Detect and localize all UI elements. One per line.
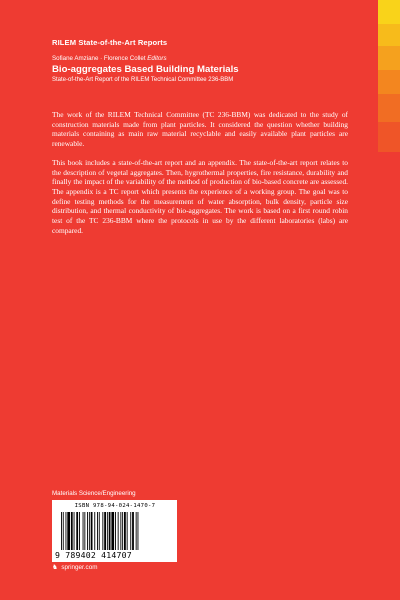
stripe-segment	[378, 24, 400, 46]
barcode-bar	[104, 512, 106, 550]
book-subtitle: State-of-the-Art Report of the RILEM Technical Committee 236-BBM	[52, 77, 234, 83]
editors	[52, 55, 167, 62]
stripe-segment	[378, 94, 400, 122]
barcode-bar	[122, 512, 123, 550]
barcode-bar	[136, 512, 137, 550]
stripe-segment	[378, 122, 400, 152]
barcode-bars	[61, 512, 171, 550]
barcode-bar	[61, 512, 62, 550]
publisher	[52, 564, 97, 571]
stripe-segment	[378, 46, 400, 70]
color-stripe	[378, 0, 400, 600]
barcode-bar	[118, 512, 119, 550]
barcode-bar	[138, 512, 139, 550]
barcode-digits: 9 789402 414707	[55, 550, 132, 560]
barcode-bar	[115, 512, 116, 550]
barcode-bar	[89, 512, 90, 550]
barcode-bar	[109, 512, 111, 550]
barcode-bar	[99, 512, 100, 550]
barcode	[52, 500, 177, 562]
isbn-label: ISBN 978-94-024-1470-7	[74, 503, 156, 509]
barcode-bar	[107, 512, 108, 550]
stripe-segment	[378, 0, 400, 24]
editors-names: Sofiane Amziane · Florence Collet	[52, 55, 146, 62]
barcode-bar	[84, 512, 85, 550]
publisher-url: springer.com	[61, 564, 98, 571]
barcode-bar	[130, 512, 131, 550]
series-name: RILEM State-of-the-Art Reports	[52, 38, 168, 47]
chess-knight-icon: ♞	[52, 564, 58, 571]
stripe-segment	[378, 70, 400, 94]
blurb-paragraph: The work of the RILEM Technical Committee (TC 236-BBM) was dedicated to the study of construction materials made from plant particles. It considered the question whether building materials containing as main raw material recyclable and easily available plant particles are renewable.	[52, 110, 348, 149]
barcode-bar	[120, 512, 121, 550]
barcode-bar	[74, 512, 75, 550]
barcode-bar	[67, 512, 70, 550]
barcode-bar	[124, 512, 126, 550]
barcode-bar	[76, 512, 78, 550]
barcode-bar	[79, 512, 80, 550]
barcode-bar	[97, 512, 98, 550]
subject-category: Materials Science/Engineering	[52, 490, 136, 497]
barcode-bar	[127, 512, 128, 550]
barcode-bar	[87, 512, 88, 550]
barcode-bar	[94, 512, 95, 550]
barcode-bar	[111, 512, 114, 550]
barcode-bar	[132, 512, 134, 550]
barcode-bar	[66, 512, 67, 550]
barcode-bar	[63, 512, 64, 550]
barcode-bar	[102, 512, 103, 550]
editors-role: Editors	[147, 55, 167, 62]
blurb	[52, 110, 348, 244]
book-title: Bio-aggregates Based Building Materials	[52, 64, 239, 75]
barcode-bar	[83, 512, 84, 550]
barcode-bar	[91, 512, 93, 550]
barcode-bar	[71, 512, 73, 550]
blurb-paragraph: This book includes a state-of-the-art report and an appendix. The state-of-the-art report relates to the description of vegetal aggregates. Then, hygrothermal properties, fire resistance, durability and finally the impact of the variability of the method of production of bio-based concrete are assessed. The appendix is a TC report which presents the experience of a working group. The goal was to define testing methods for the measurement of water absorption, bulk density, particle size distribution, and thermal conductivity of bio-aggregates. The work is based on a first round robin test of the TC 236-BBM where the protocols in use by the different laboratories (labs) are compared.	[52, 157, 348, 235]
